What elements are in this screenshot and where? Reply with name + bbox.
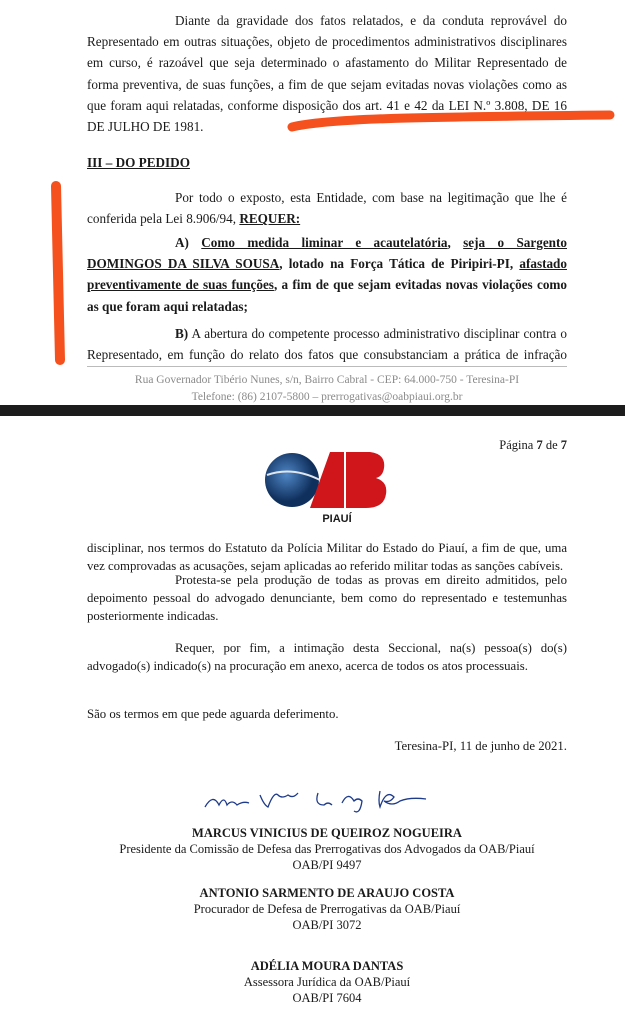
footer-address: Rua Governador Tibério Nunes, s/n, Bairro Cabral - CEP: 64.000-750 - Teresina-PI (134, 374, 520, 386)
page-total: 7 (560, 438, 567, 452)
paragraph-disciplinar: disciplinar, nos termos do Estatuto da Polícia Militar do Estado do Piauí, a fim de que, uma vez comprovadas as acusações, sejam aplicadas ao referido militar todas as sanções cabíveis. (87, 541, 567, 573)
item-a-u3: afastado preventivamente de suas funções (87, 256, 567, 293)
paragraph-afastamento: Diante da gravidade dos fatos relatados, e da conduta reprovável do Representado em outras situações, objeto de procedimentos administrativos disciplinares em curso, é razoável que seja determinado o afastamento do Militar Representado de forma preventiva, de suas funções, a fim de que sejam evitadas novas violações como as que foram aqui relatadas, conforme disposição dos art. 41 e 42 da LEI N.º 3.808, DE 16 DE JULHO DE 1981. (87, 13, 567, 135)
orange-marker-annotations (0, 0, 625, 420)
page-number (499, 438, 567, 453)
item-a-c3: , a fim de que sejam evitadas novas violações como as que foram aqui relatadas; (87, 277, 567, 314)
footer-contact: Telefone: (86) 2107-5800 – prerrogativas@oabpiaui.org.br (191, 391, 463, 403)
signatory-2 (87, 885, 567, 933)
logo-subtitle: PIAUÍ (322, 513, 352, 525)
signatory-name: ANTONIO SARMENTO DE ARAUJO COSTA (199, 886, 455, 900)
page-num: 7 (536, 438, 543, 452)
page-label: Página (499, 438, 534, 452)
item-a-u2: seja o Sargento DOMINGOS DA SILVA SOUSA (87, 235, 567, 272)
marker-vertical-line (56, 186, 60, 360)
item-a-u1: Como medida liminar e acautelatória (201, 235, 448, 250)
signature-stroke (205, 791, 426, 812)
item-a-label: A) (175, 235, 189, 250)
signatory-3 (87, 958, 567, 1006)
paragraph-intimacao: Requer, por fim, a intimação desta Seccional, na(s) pessoa(s) do(s) advogado(s) indicado(s) na procuração em anexo, acerca de todos os atos processuais. (87, 641, 567, 673)
date-text: Teresina-PI, 11 de junho de 2021. (394, 739, 567, 753)
signatory-registration: OAB/PI 3072 (292, 918, 362, 932)
paragraph-protesta: Protesta-se pela produção de todas as provas em direito admitidos, pelo depoimento pessoal do advogado denunciante, bem como do representado e testemunhas posteriormente indicadas. (87, 573, 567, 623)
signature (200, 785, 450, 820)
signatory-name: MARCUS VINICIUS DE QUEIROZ NOGUEIRA (192, 826, 462, 840)
closing-text: São os termos em que pede aguarda deferimento. (87, 707, 339, 721)
heading-text: III – DO PEDIDO (87, 155, 190, 170)
oab-logo (262, 448, 392, 523)
item-a-c1: , (447, 235, 464, 250)
requer-text: Por todo o exposto, esta Entidade, com base na legitimação que lhe é conferida pela Lei 8.906/94, (87, 190, 567, 227)
signatory-registration: OAB/PI 7604 (292, 991, 362, 1005)
signatory-registration: OAB/PI 9497 (292, 858, 362, 872)
oab-logo-icon (262, 448, 392, 510)
item-b-text: A abertura do competente processo administrativo disciplinar contra o Representado, em função do relato dos fatos que consubstanciam a prática de infração (87, 326, 567, 363)
signatory-role: Presidente da Comissão de Defesa das Prerrogativas dos Advogados da OAB/Piauí (119, 842, 535, 856)
signatory-role: Procurador de Defesa de Prerrogativas da OAB/Piauí (193, 902, 461, 916)
item-b-label: B) (175, 326, 189, 341)
marker-underline (292, 115, 610, 127)
page-divider (0, 405, 625, 416)
requer-label: REQUER: (239, 211, 301, 227)
signatory-name: ADÉLIA MOURA DANTAS (250, 959, 404, 973)
signatory-role: Assessora Jurídica da OAB/Piauí (243, 975, 411, 989)
signatory-1 (87, 825, 567, 873)
page-of: de (545, 438, 558, 452)
item-a-c2: , lotado na Força Tática de Piripiri-PI, (279, 256, 520, 272)
